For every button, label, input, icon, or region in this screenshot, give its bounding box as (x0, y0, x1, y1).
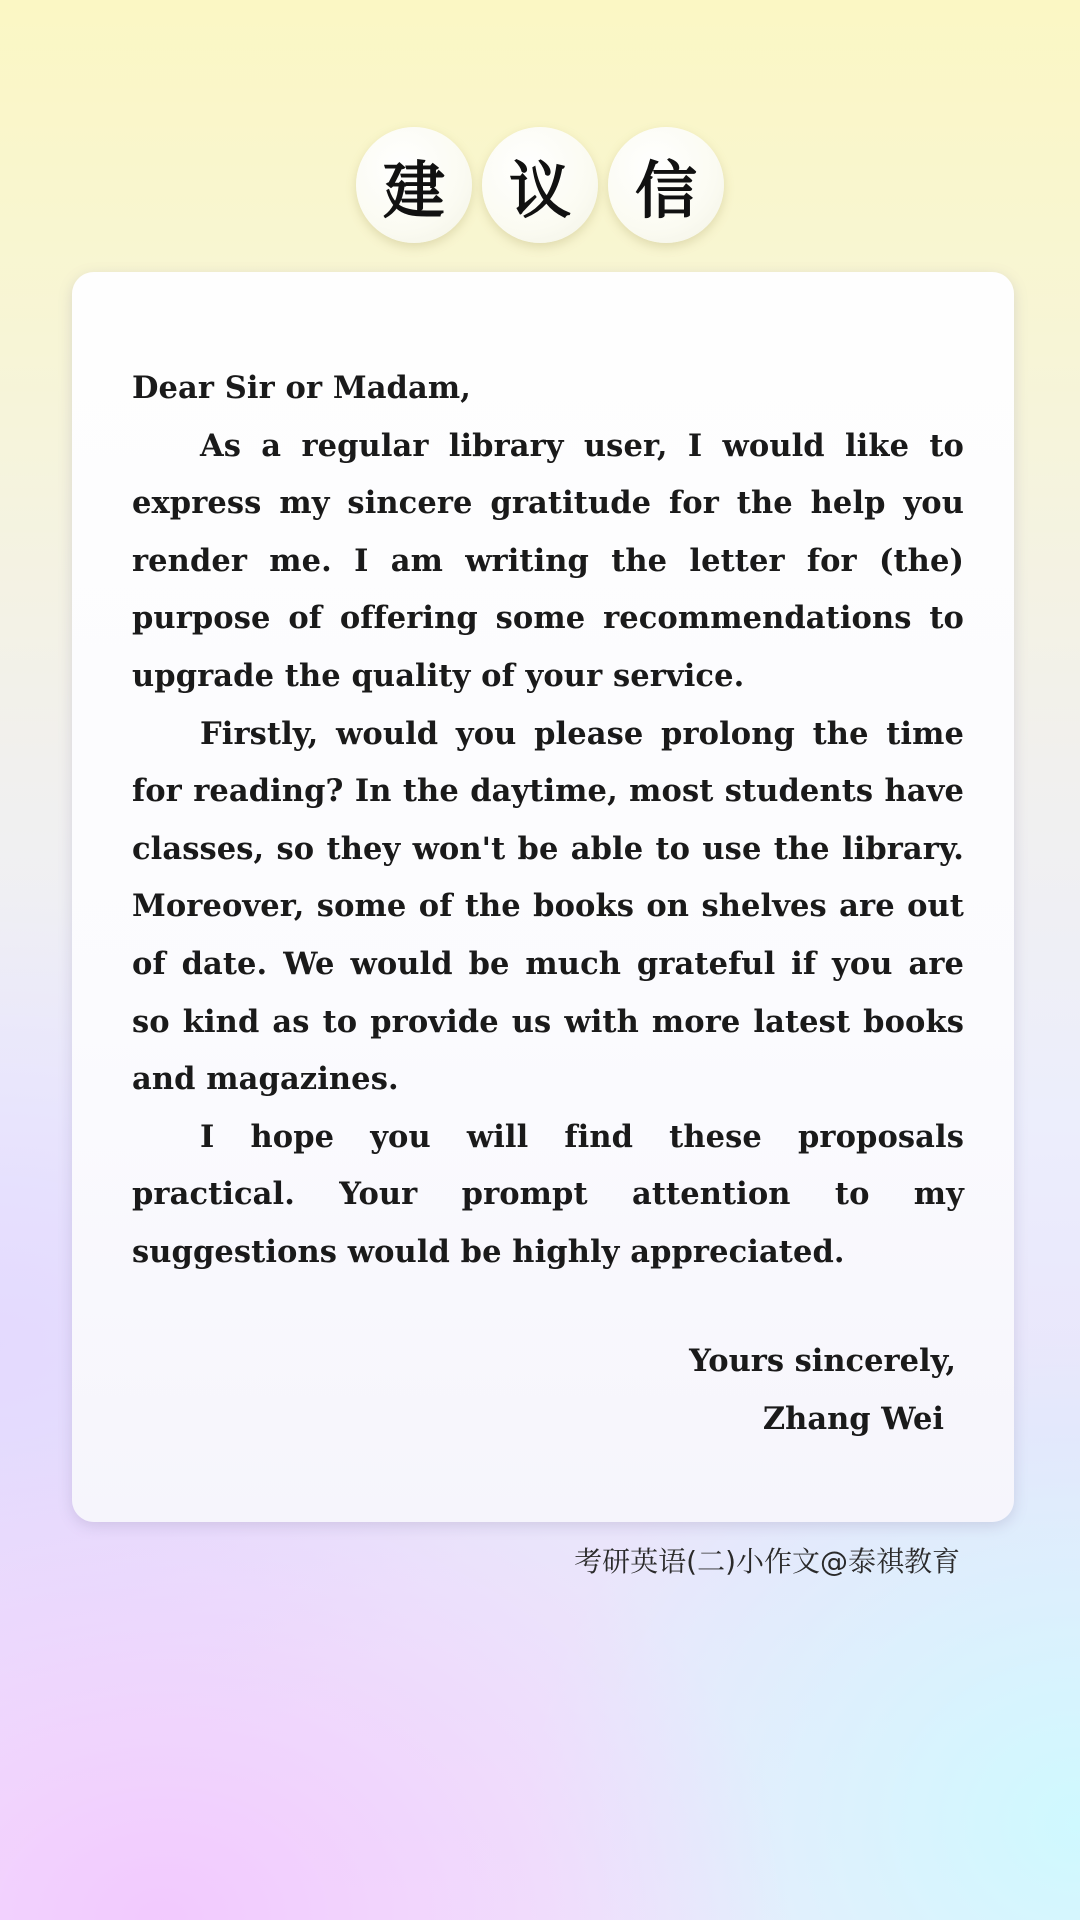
paragraph-intro: As a regular library user, I would like to express my sincere gratitude for the help you render me. I am writing the letter for (the) purpose of offering some recommendations to upgrade the quality of your service. (132, 427, 964, 694)
letter-closing (689, 1333, 956, 1448)
footer-caption: 考研英语(二)小作文@泰祺教育 (574, 1545, 960, 1578)
closing-phrase: Yours sincerely, (689, 1343, 956, 1379)
title-char-1: 建 (356, 127, 472, 243)
signature: Zhang Wei (762, 1400, 944, 1437)
title-char-3: 信 (608, 127, 724, 243)
salutation: Dear Sir or Madam, (132, 370, 471, 406)
title-row (0, 127, 1080, 243)
paragraph-suggestions: Firstly, would you please prolong the time for reading? In the daytime, most students have classes, so they won't be able to use the library. Moreover, some of the books on shelves are out of date. We would be much grateful if you are so kind as to provide us with more latest books and magazines. (132, 715, 964, 1098)
title-char-2: 议 (482, 127, 598, 243)
letter-body (132, 360, 964, 1282)
paragraph-conclusion: I hope you will find these proposals practical. Your prompt attention to my suggestions would be highly appreciated. (132, 1118, 964, 1270)
